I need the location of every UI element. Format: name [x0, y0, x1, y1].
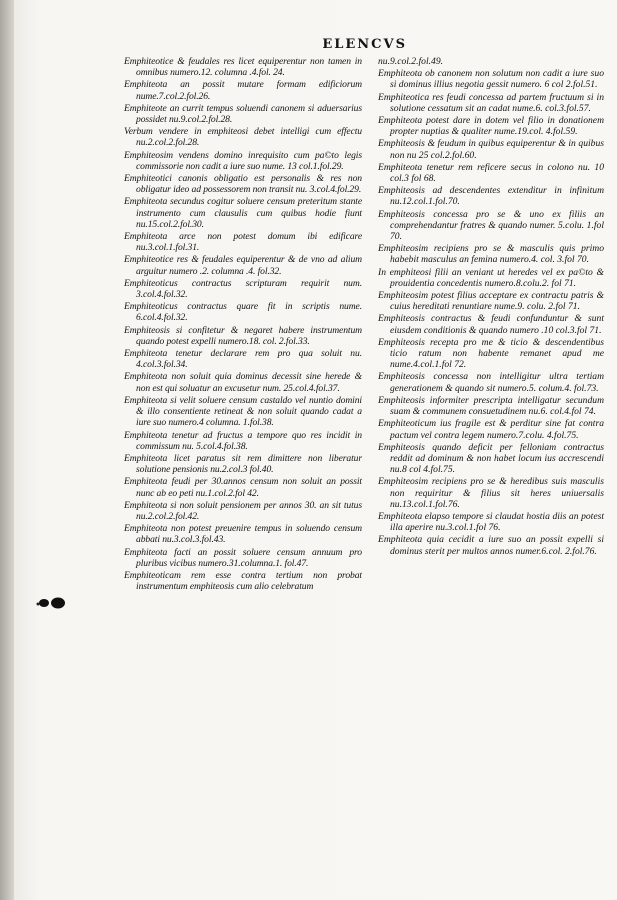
index-entry: Emphiteota non soluit quia dominus decessit sine herede & non est qui soluatur an excusetur num. 25.col.4.fol.37. [124, 371, 362, 394]
index-entry: Emphiteota elapso tempore si claudat hostia diis an potest illa aperire nu.3.col.1.fol 76. [378, 510, 604, 534]
index-entry: Emphiteosis concessa non intelligitur ultra tertiam generationem & quando sit numero.5. colum.4. fol.73. [378, 371, 604, 394]
index-entry: Emphiteoticus contractus quare fit in scriptis nume. 6.col.4.fol.32. [124, 301, 362, 324]
index-entry: Emphiteoticam rem esse contra tertium non probat instrumentum emphiteosis cum alio celebratum [124, 569, 362, 593]
index-entry: Emphiteota feudi per 30.annos censum non soluit an possit nunc ab eo peti nu.1.col.2.fol 42. [124, 476, 362, 499]
index-entry: Emphiteota potest dare in dotem vel filio in donationem propter nuptias & qualiter nume.19.col. 4.fol.59. [378, 115, 604, 138]
index-entry: Emphiteota licet paratus sit rem dimittere non liberatur solutione pensionis nu.2.col.3 fol.40. [124, 452, 362, 476]
index-entry: Emphiteosis & feudum in quibus equiperentur & in quibus non nu 25 col.2.fol.60. [378, 138, 604, 161]
ink-blot [34, 596, 74, 610]
right-column [378, 56, 604, 558]
index-entry: Emphiteoticum ius fragile est & perditur sine fat contra pactum vel contra legem numero.7.colu. 4.fol.75. [378, 418, 604, 441]
index-entry: Emphiteoticus contractus scripturam requirit num. 3.col.4.fol.32. [124, 277, 362, 301]
index-entry: Emphiteota facti an possit soluere censum annuum pro pluribus vicibus numero.31.columna.1. fol.47. [124, 546, 362, 569]
index-entry: Emphiteosis concessa pro se & uno ex filiis an comprehendantur fratres & quando numer. 5.colu. 1.fol 70. [378, 208, 604, 243]
book-gutter [0, 0, 14, 900]
running-header [0, 37, 617, 52]
index-entry: Emphiteotici canonis obligatio est personalis & res non obligatur ideo ad possessorem non transit nu. 3.col.4.fol.29. [124, 173, 362, 196]
index-entry: Emphiteota si velit soluere censum castaldo vel nuntio domini & illo consentiente retineat & non soluit quando cadat a iure suo numero.4 columna. 1.fol.38. [124, 394, 362, 429]
index-entry: Emphiteota tenetur rem reficere secus in colono nu. 10 col.3 fol 68. [378, 161, 604, 185]
index-entry: nu.9.col.2.fol.49. [378, 56, 444, 67]
index-entry: Verbum vendere in emphiteosi debet intelligi cum effectu nu.2.col.2.fol.28. [124, 126, 362, 149]
index-entry: Emphiteota tenetur ad fructus a tempore quo res incidit in commissum nu. 5.col.4.fol.38. [124, 429, 362, 452]
index-entry: Emphiteosim recipiens pro se & heredibus suis masculis non requiritur & filius sit heres uniuersalis nu.13.col.1.fol.76. [378, 476, 604, 510]
index-entry: Emphiteotica res feudi concessa ad partem fructuum si in solutione cessatum sit an cadat nume.6. col.3.fol.57. [378, 91, 604, 114]
index-entry: Emphiteota si non soluit pensionem per annos 30. an sit tutus nu.2.col.2.fol.42. [124, 499, 362, 522]
index-entry: Emphiteotice res & feudales equiperentur & de vno ad alium arguitur numero .2. columna .4. fol.32. [124, 254, 362, 277]
index-entry: Emphiteota an possit mutare formam edificiorum nume.7.col.2.fol.26. [124, 79, 362, 102]
index-entry: Emphiteosis informiter prescripta intelligatur secundum suam & communem consuetudinem nu.6. col.4.fol 74. [378, 394, 604, 418]
index-entry: Emphiteosim potest filius acceptare ex contractu patris & cuius hereditati renuntiare nume.9. colu. 2.fol 71. [378, 290, 604, 313]
index-entry: Emphiteota secundus cogitur soluere censum preteritum stante instrumento cum clausulis cum quibus hodie fiunt nu.15.col.2.fol.30. [124, 196, 362, 230]
index-entry: Emphiteosis ad descendentes extenditur in infinitum nu.12.col.1.fol.70. [378, 185, 604, 208]
index-entry: Emphiteota arce non potest domum ibi edificare nu.3.col.1.fol.31. [124, 231, 362, 254]
index-entry: Emphiteosim vendens domino inrequisito cum pa©to legis commissorie non cadit a iure suo nume. 13 col.1.fol.29. [124, 149, 362, 172]
index-entry: Emphiteota ob canonem non solutum non cadit a iure suo si dominus illius negotia gessit numero. 6 col 2.fol.51. [378, 68, 604, 91]
index-entry: Emphiteosis si confitetur & negaret habere instrumentum quando potest expelli numero.18. col. 2.fol.33. [124, 324, 362, 347]
index-entry: Emphiteosis quando deficit per felloniam contractus reddit ad dominum & non habet locum ius accrescendi nu.8 col 4.fol.75. [378, 441, 604, 476]
index-entry: Emphiteota tenetur declarare rem pro qua soluit nu. 4.col.3.fol.34. [124, 348, 362, 371]
index-entry: Emphiteote an currit tempus soluendi canonem si aduersarius possidet nu.9.col.2.fol.28. [124, 102, 362, 126]
header-title: ELENCVS [322, 37, 407, 52]
index-entry: Emphiteosis contractus & feudi confunduntur & sunt eiusdem conditionis & quando numero .10 col.3.fol 71. [378, 313, 604, 336]
index-entry: Emphiteota non potest preuenire tempus in soluendo censum abbati nu.3.col.3.fol.43. [124, 523, 362, 546]
index-entry: Emphiteosim recipiens pro se & masculis quis primo habebit masculus an femina numero.4. col. 3.fol 70. [378, 243, 604, 266]
index-entry: In emphiteosi filii an veniant ut heredes vel ex pa©to & prouidentia concedentis numero.8.colu.2. fol 71. [378, 266, 604, 289]
left-column [124, 56, 362, 593]
index-entry: Emphiteota quia cecidit a iure suo an possit expelli si dominus sterit per multos annos numer.6.col. 2.fol.76. [378, 534, 604, 557]
index-entry: Emphiteosis recepta pro me & ticio & descendentibus ticio ratum non habente remanet apud me nume.4.col.1.fol 72. [378, 336, 604, 371]
index-entry: Emphiteotice & feudales res licet equiperentur non tamen in omnibus numero.12. columna .4.fol. 24. [124, 56, 362, 79]
